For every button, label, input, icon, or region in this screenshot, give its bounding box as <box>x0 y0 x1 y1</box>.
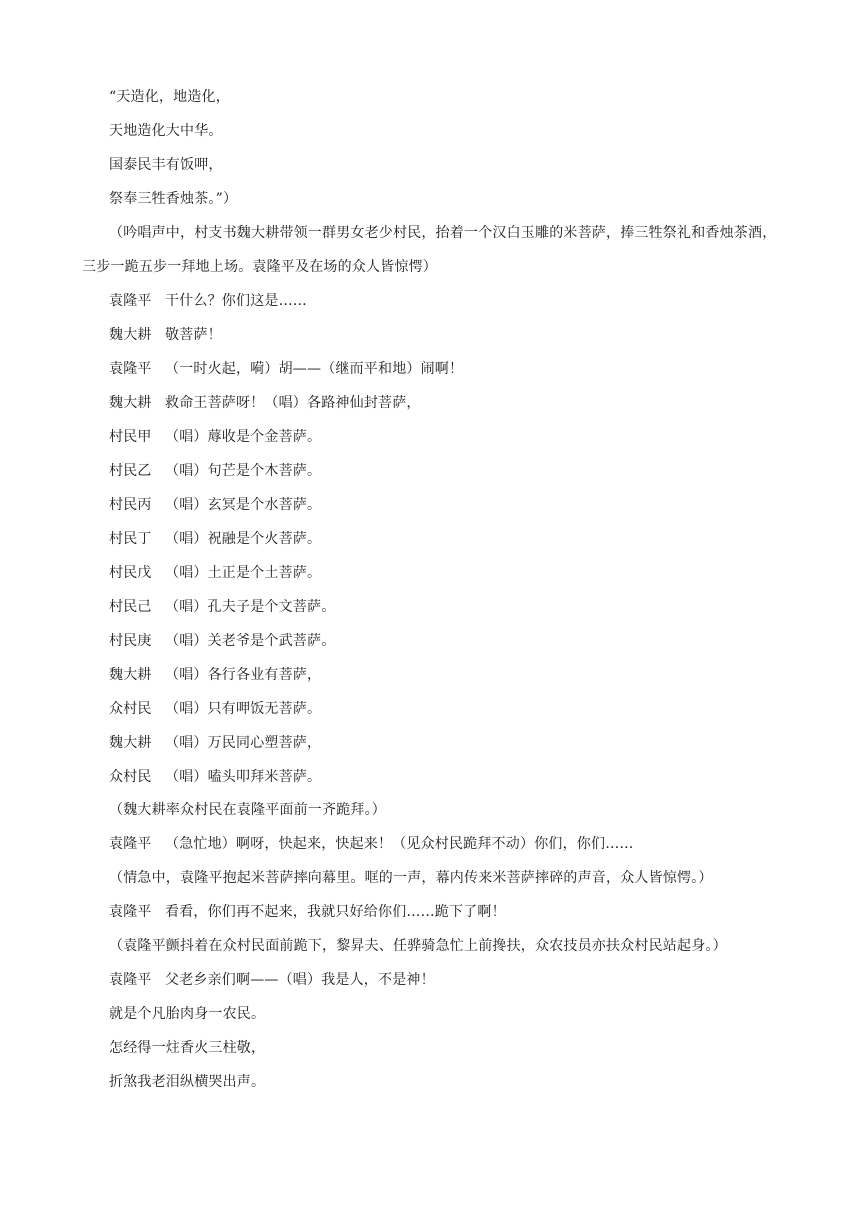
stage-direction-text: （吟唱声中，村支书魏大耕带领一群男女老少村民，抬着一个汉白玉雕的米菩萨，捧三牲祭礼和香烛茶酒，三步一跪五步一拜地上场。袁隆平及在场的众人皆惊愕） <box>82 225 777 275</box>
speaker-name: 村民甲 <box>109 429 152 445</box>
dialogue-text: （唱）句芒是个木菩萨。 <box>165 463 322 479</box>
stage-direction: （情急中，袁隆平抱起米菩萨摔向幕里。哐的一声，幕内传来米菩萨摔碎的声音，众人皆惊愕。） <box>109 870 713 886</box>
dialogue-line <box>109 665 321 685</box>
dialogue-line <box>109 461 321 481</box>
dialogue-text: （唱）孔夫子是个文菩萨。 <box>165 599 336 615</box>
dialogue-text: （唱）蓐收是个金菩萨。 <box>165 429 322 445</box>
speaker-name: 村民戊 <box>109 565 152 581</box>
speaker-name: 袁隆平 <box>109 293 152 309</box>
verse-line: 折煞我老泪纵横哭出声。 <box>109 1074 266 1090</box>
dialogue-line <box>109 563 321 583</box>
dialogue-line <box>109 902 506 922</box>
dialogue-line <box>109 325 222 345</box>
dialogue-text: （唱）玄冥是个水菩萨。 <box>165 497 322 513</box>
dialogue-text: （唱）关老爷是个武菩萨。 <box>165 633 336 649</box>
speaker-name: 袁隆平 <box>109 904 152 920</box>
speaker-name: 众村民 <box>109 701 152 717</box>
dialogue-text: （唱）各行各业有菩萨， <box>165 667 322 683</box>
dialogue-line <box>109 767 321 787</box>
speaker-name: 村民己 <box>109 599 152 615</box>
dialogue-text: （唱）万民同心塑菩萨， <box>165 735 322 751</box>
speaker-name: 村民乙 <box>109 463 152 479</box>
dialogue-text: 救命王菩萨呀！（唱）各路神仙封菩萨， <box>165 395 421 411</box>
stage-direction: （魏大耕率众村民在袁隆平面前一齐跪拜。） <box>109 802 386 818</box>
dialogue-line <box>109 393 421 413</box>
verse-line-4: 祭奉三牲香烛茶。”） <box>109 191 238 207</box>
dialogue-text: （急忙地）啊呀，快起来，快起来！（见众村民跪拜不动）你们，你们…… <box>165 836 634 852</box>
speaker-name: 村民丙 <box>109 497 152 513</box>
stage-direction-paragraph <box>82 216 782 284</box>
dialogue-line <box>109 427 321 447</box>
speaker-name: 魏大耕 <box>109 327 152 343</box>
verse-line-2: 天地造化大中华。 <box>109 123 223 139</box>
dialogue-line <box>109 834 634 854</box>
verse-line-1: “天造化，地造化， <box>109 89 230 105</box>
speaker-name: 魏大耕 <box>109 667 152 683</box>
dialogue-text: （唱）祝融是个火菩萨。 <box>165 531 322 547</box>
dialogue-line <box>109 359 463 379</box>
dialogue-text: （唱）土正是个土菩萨。 <box>165 565 322 581</box>
speaker-name: 袁隆平 <box>109 836 152 852</box>
speaker-name: 魏大耕 <box>109 395 152 411</box>
dialogue-text: （一时火起，嗬）胡——（继而平和地）闹啊！ <box>165 361 464 377</box>
speaker-name: 村民庚 <box>109 633 152 649</box>
dialogue-line <box>109 699 321 719</box>
stage-direction: （袁隆平颤抖着在众村民面前跪下，黎昇夫、任骅骑急忙上前搀扶，众农技员亦扶众村民站起身。） <box>109 938 727 954</box>
dialogue-line <box>109 495 321 515</box>
dialogue-line <box>109 291 307 311</box>
verse-line-3: 国泰民丰有饭呷， <box>109 157 223 173</box>
speaker-name: 袁隆平 <box>109 361 152 377</box>
dialogue-line <box>109 733 321 753</box>
dialogue-text: （唱）只有呷饭无菩萨。 <box>165 701 322 717</box>
speaker-name: 魏大耕 <box>109 735 152 751</box>
dialogue-line <box>109 597 335 617</box>
dialogue-text: 看看，你们再不起来，我就只好给你们……跪下了啊！ <box>165 904 506 920</box>
verse-line: 怎经得一炷香火三柱敬， <box>109 1040 266 1056</box>
dialogue-text: 父老乡亲们啊——（唱）我是人，不是神！ <box>165 972 435 988</box>
dialogue-line <box>109 529 321 549</box>
dialogue-text: 干什么？你们这是…… <box>165 293 307 309</box>
speaker-name: 众村民 <box>109 769 152 785</box>
speaker-name: 村民丁 <box>109 531 152 547</box>
verse-line: 就是个凡胎肉身一农民。 <box>109 1006 266 1022</box>
dialogue-text: 敬菩萨！ <box>165 327 222 343</box>
speaker-name: 袁隆平 <box>109 972 152 988</box>
dialogue-line <box>109 970 435 990</box>
dialogue-line <box>109 631 335 651</box>
dialogue-text: （唱）嗑头叩拜米菩萨。 <box>165 769 322 785</box>
